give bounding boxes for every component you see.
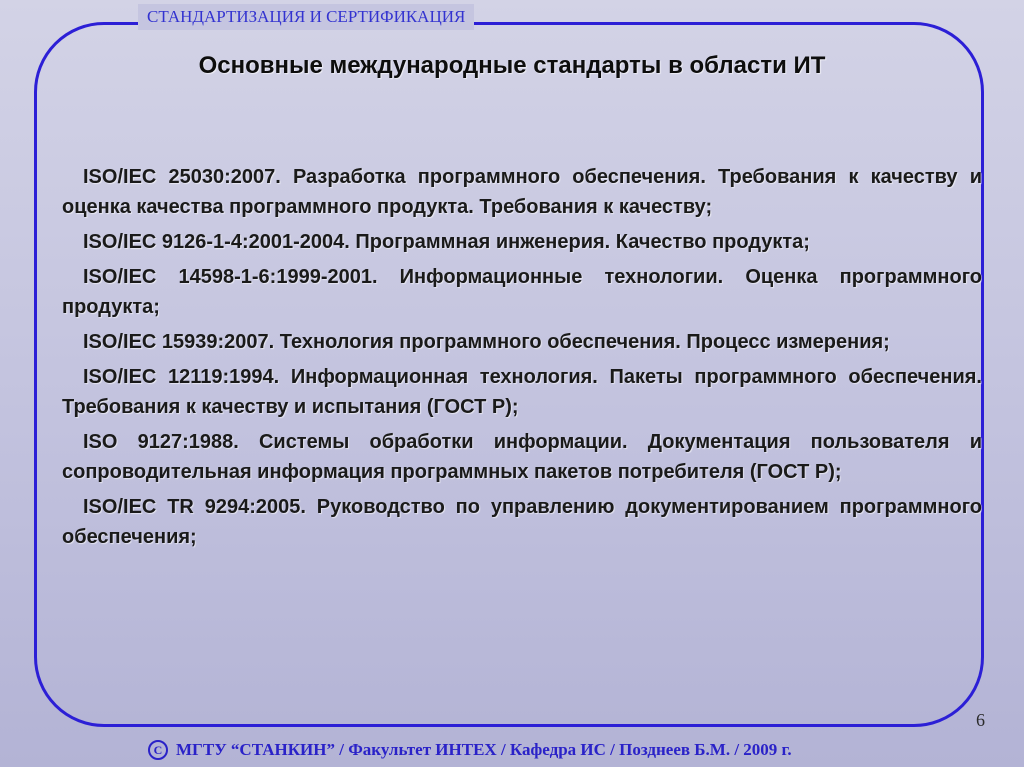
slide-title: Основные международные стандарты в области ИТ <box>198 52 826 79</box>
list-item: ISO/IEC 9126-1-4:2001-2004. Программная инженерия. Качество продукта; <box>83 231 810 253</box>
list-item: ISO/IEC 15939:2007. Технология программного обеспечения. Процесс измерения; <box>83 331 890 353</box>
footer <box>148 736 792 764</box>
list-item: ISO/IEC TR 9294:2005. Руководство по управлению документированием программного обеспечения; <box>62 496 982 548</box>
page-number: 6 <box>976 710 985 730</box>
list-item: ISO/IEC 14598-1-6:1999-2001. Информационные технологии. Оценка программного продукта; <box>62 266 982 318</box>
list-item: ISO 9127:1988. Системы обработки информации. Документация пользователя и сопроводительная информация программных пакетов потребителя (ГОСТ Р); <box>62 431 982 483</box>
list-item: ISO/IEC 12119:1994. Информационная технология. Пакеты программного обеспечения. Требования к качеству и испытания (ГОСТ Р); <box>62 366 982 418</box>
standards-list <box>62 162 982 738</box>
list-item: ISO/IEC 25030:2007. Разработка программного обеспечения. Требования к качеству и оценка качества программного продукта. Требования к качеству; <box>62 166 982 218</box>
copyright-icon: С <box>148 740 168 760</box>
footer-text: МГТУ “СТАНКИН” / Факультет ИНТЕХ / Кафедра ИС / Позднеев Б.М. / 2009 г. <box>176 740 792 759</box>
course-header: СТАНДАРТИЗАЦИЯ И СЕРТИФИКАЦИЯ <box>138 4 474 30</box>
